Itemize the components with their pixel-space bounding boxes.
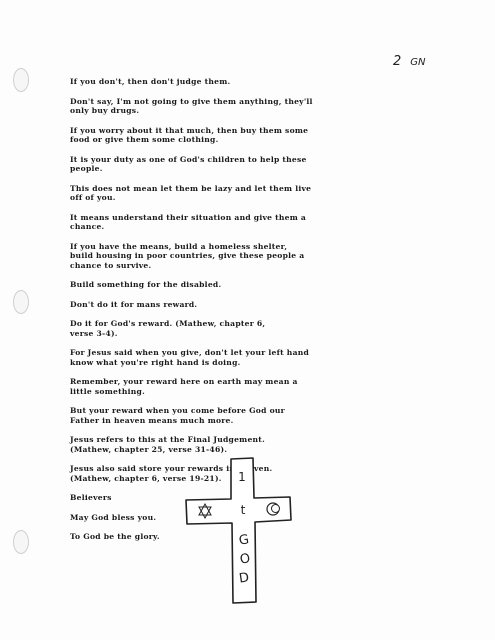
cross-icon (184, 456, 294, 606)
page-number-value: 2 (393, 54, 403, 69)
paragraph: To God be the glory. (70, 532, 160, 541)
paragraph: Remember, your reward here on earth may mean a little something. (70, 377, 298, 396)
paragraph: It is your duty as one of God's children to help these people. (70, 154, 307, 173)
paragraph: But your reward when you come before God our Father in heaven means much more. (70, 406, 285, 425)
paragraph: May God bless you. (70, 512, 157, 522)
paragraph: Jesus also said store your rewards heaven. (Mathew, chapter 6, verse 19-21). (70, 464, 273, 483)
cross-drawing (184, 456, 294, 610)
binder-hole (13, 68, 29, 92)
author-initials: GN (410, 57, 426, 68)
page-number (393, 54, 426, 69)
binder-hole (13, 290, 29, 314)
paragraph: Jesus refers to this at the Final Judgement. (Mathew, chapter 25, verse 31-46). (70, 435, 265, 454)
paragraph: This does not mean let them be lazy and let them live off of you. (70, 183, 312, 202)
cross-letter: G (238, 532, 251, 549)
paragraph: If you have the means, build a homeless shelter, build housing in poor countries, give these people a chance to survive. (70, 241, 305, 270)
paragraph: Don't say, I'm not going to give them anything, they'll only buy drugs. (70, 96, 313, 115)
paragraph: If you don't, then don't judge them. (70, 77, 231, 86)
cross-top-label: 1 (238, 470, 246, 484)
cross-center-label: t (240, 503, 246, 517)
paragraph: Do it for God's reward. (Mathew, chapter 6, verse 3-4). (70, 319, 266, 338)
paragraph: It means understand their situation and give them a chance. (70, 212, 307, 231)
paragraph: Believers (70, 493, 112, 502)
paragraph: For Jesus said when you give, don't let your left hand know what you're right hand is doing. (70, 348, 310, 367)
binder-hole (13, 530, 29, 554)
paragraph: If you worry about it that much, then buy them some food or give them some clothing. (70, 125, 309, 144)
paragraph: Don't do it for mans reward. (70, 299, 198, 309)
cross-letter: D (238, 570, 251, 587)
cross-letter: O (238, 551, 252, 568)
paragraph: Build something for the disabled. (70, 280, 222, 289)
